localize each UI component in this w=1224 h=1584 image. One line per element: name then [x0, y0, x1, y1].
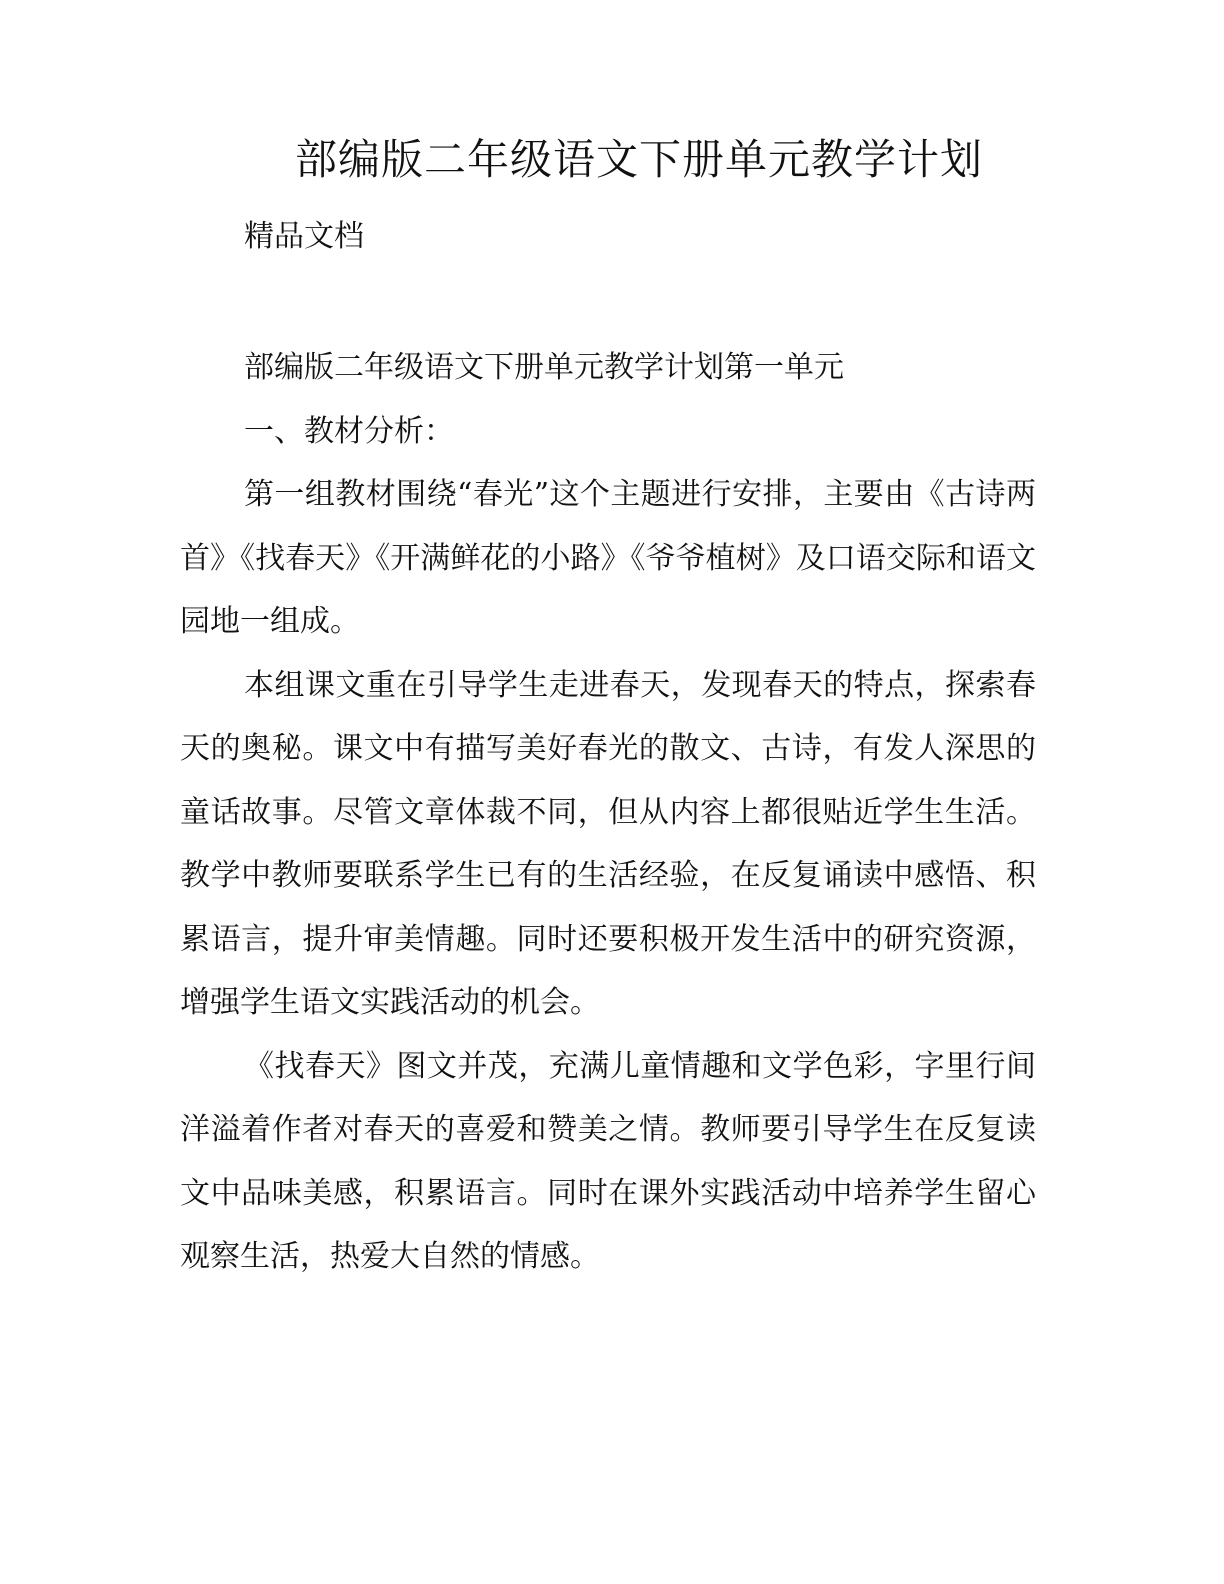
unit-heading: 部编版二年级语文下册单元教学计划第一单元	[244, 350, 844, 385]
section-heading: 一、教材分析：	[244, 413, 454, 449]
document-title: 部编版二年级语文下册单元教学计划	[294, 135, 983, 184]
document-subtitle: 精品文档	[244, 219, 364, 254]
document-body	[180, 336, 1036, 1289]
body-paragraph: 本组课文重在引导学生走进春天，发现春天的特点，探索春天的奥秘。课文中有描写美好春光的散文、古诗，有发人深思的童话故事。尽管文章体裁不同，但从内容上都很贴近学生生活。教学中教师要联系学生已有的生活经验，在反复诵读中感悟、积累语言，提升审美情趣。同时还要积极开发生活中的研究资源，增强学生语文实践活动的机会。	[180, 667, 1036, 1020]
body-paragraph: 《找春天》图文并茂，充满儿童情趣和文学色彩，字里行间洋溢着作者对春天的喜爱和赞美之情。教师要引导学生在反复读文中品味美感，积累语言。同时在课外实践活动中培养学生留心观察生活，热爱大自然的情感。	[180, 1048, 1036, 1274]
body-paragraph: 第一组教材围绕“春光”这个主题进行安排，主要由《古诗两首》《找春天》《开满鲜花的小路》《爷爷植树》及口语交际和语文园地一组成。	[180, 477, 1036, 639]
